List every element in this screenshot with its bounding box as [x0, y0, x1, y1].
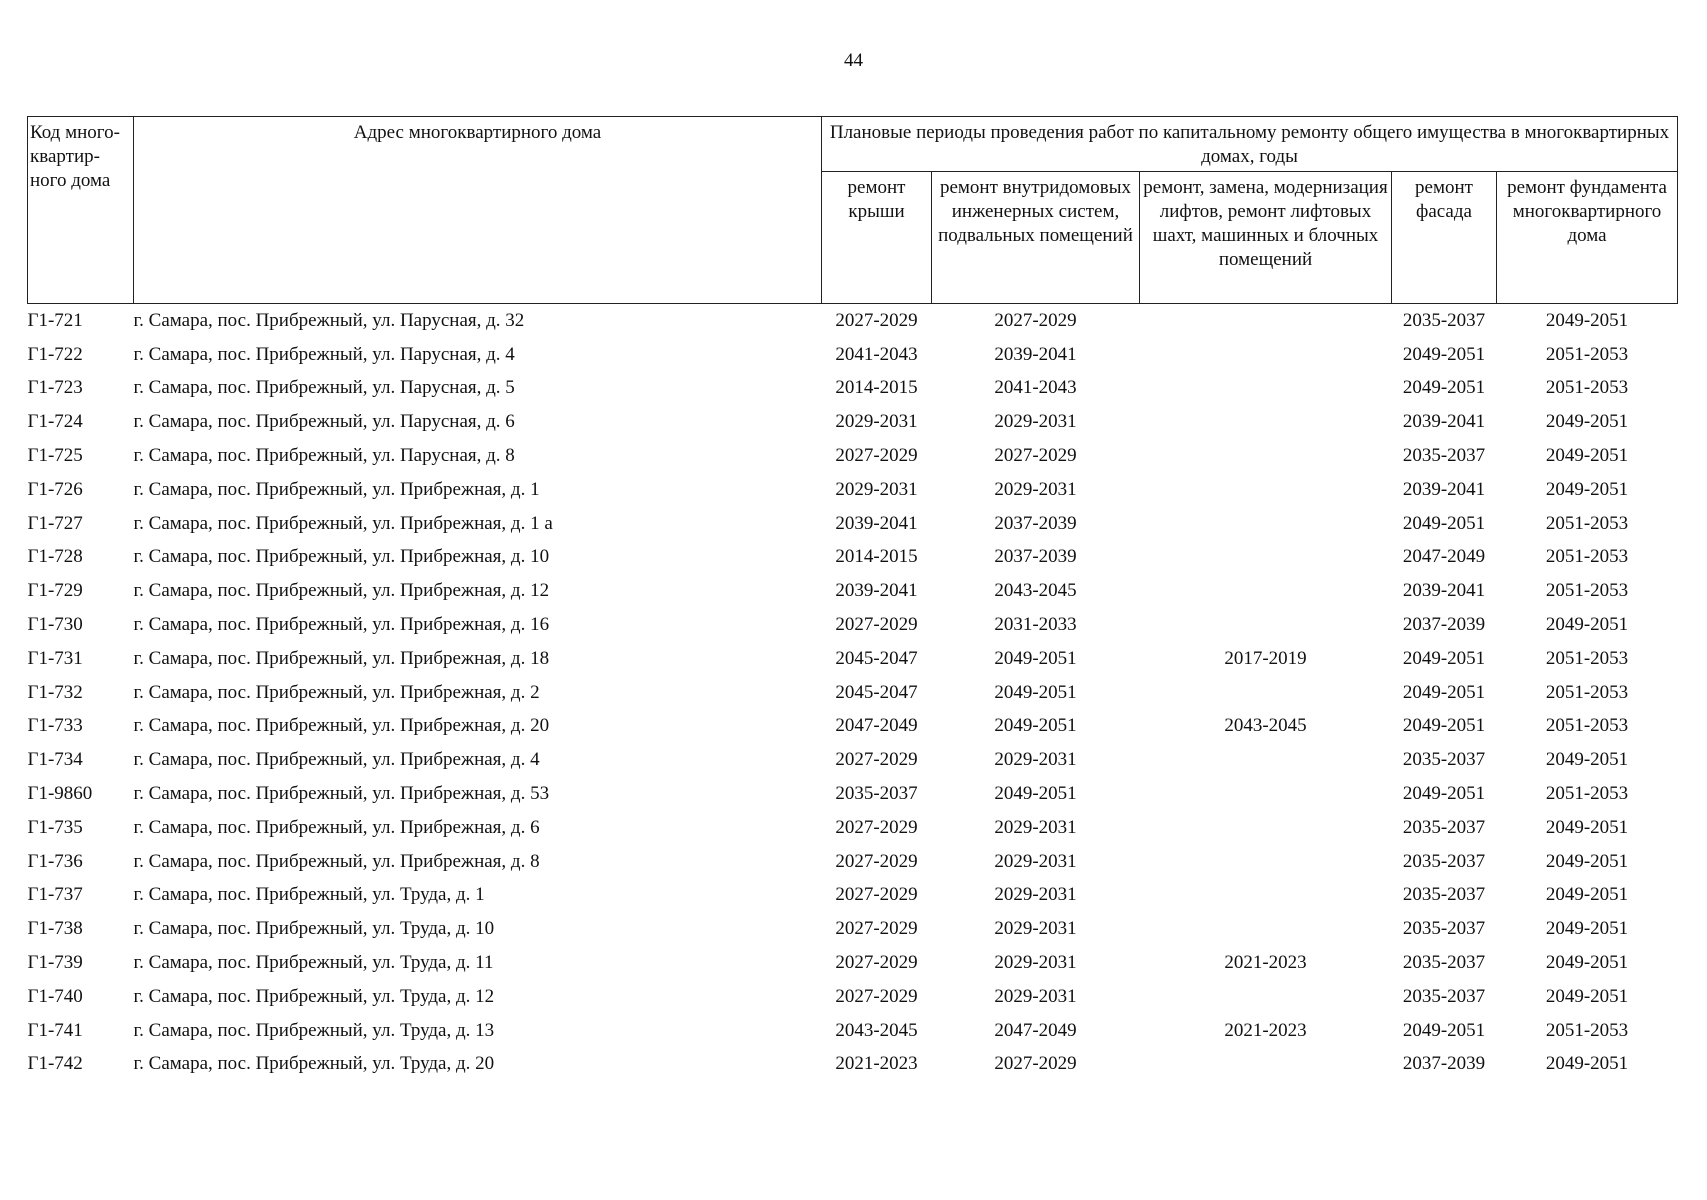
cell-facade: 2035-2037	[1402, 309, 1486, 331]
cell-foundation: 2051-2053	[1545, 681, 1629, 703]
cell-roof: 2014-2015	[835, 377, 918, 399]
table-row	[28, 676, 1678, 710]
cell-lifts	[1140, 574, 1392, 608]
cell-foundation: 2051-2053	[1545, 546, 1629, 568]
cell-facade: 2049-2051	[1402, 783, 1486, 805]
cell-code: Г1-738	[27, 918, 83, 940]
cell-foundation: 2049-2051	[1545, 952, 1629, 974]
table-row	[28, 541, 1678, 575]
cell-roof: 2029-2031	[835, 478, 918, 500]
table-row	[28, 405, 1678, 439]
cell-facade: 2047-2049	[1402, 546, 1486, 568]
cell-code: Г1-736	[27, 850, 83, 872]
cell-facade: 2035-2037	[1402, 952, 1486, 974]
cell-foundation: 2051-2053	[1545, 343, 1629, 365]
cell-code: Г1-739	[27, 952, 83, 974]
header-facade: ремонт фасада	[1392, 172, 1497, 304]
cell-facade: 2049-2051	[1402, 715, 1486, 737]
cell-code: Г1-722	[27, 343, 83, 365]
header-roof: ремонт крыши	[822, 172, 932, 304]
cell-roof: 2027-2029	[835, 985, 918, 1007]
cell-address: г. Самара, пос. Прибрежный, ул. Прибрежная, д. 18	[133, 647, 550, 669]
cell-facade: 2039-2041	[1402, 478, 1486, 500]
cell-systems: 2039-2041	[994, 343, 1077, 365]
cell-code: Г1-727	[27, 512, 83, 534]
table-row	[28, 304, 1678, 338]
cell-roof: 2027-2029	[835, 445, 918, 467]
cell-systems: 2031-2033	[994, 614, 1077, 636]
cell-foundation: 2049-2051	[1545, 1053, 1629, 1075]
table-row	[28, 372, 1678, 406]
cell-facade: 2037-2039	[1402, 614, 1486, 636]
cell-address: г. Самара, пос. Прибрежный, ул. Прибрежная, д. 12	[133, 580, 550, 602]
cell-address: г. Самара, пос. Прибрежный, ул. Прибрежная, д. 2	[133, 681, 540, 703]
cell-facade: 2035-2037	[1402, 985, 1486, 1007]
cell-facade: 2035-2037	[1402, 850, 1486, 872]
cell-code: Г1-741	[27, 1019, 83, 1041]
cell-address: г. Самара, пос. Прибрежный, ул. Труда, д. 10	[133, 918, 495, 940]
cell-facade: 2049-2051	[1402, 512, 1486, 534]
cell-foundation: 2051-2053	[1545, 580, 1629, 602]
cell-lifts	[1140, 980, 1392, 1014]
cell-foundation: 2049-2051	[1545, 850, 1629, 872]
cell-code: Г1-733	[27, 715, 83, 737]
cell-lifts	[1140, 912, 1392, 946]
cell-foundation: 2051-2053	[1545, 1019, 1629, 1041]
cell-systems: 2029-2031	[994, 478, 1077, 500]
cell-facade: 2049-2051	[1402, 1019, 1486, 1041]
cell-foundation: 2049-2051	[1545, 918, 1629, 940]
cell-lifts	[1140, 811, 1392, 845]
table-row	[28, 439, 1678, 473]
cell-roof: 2027-2029	[835, 952, 918, 974]
table-row	[28, 980, 1678, 1014]
cell-roof: 2045-2047	[835, 647, 918, 669]
cell-address: г. Самара, пос. Прибрежный, ул. Труда, д. 1	[133, 884, 485, 906]
cell-lifts	[1140, 473, 1392, 507]
cell-address: г. Самара, пос. Прибрежный, ул. Прибрежная, д. 53	[133, 783, 550, 805]
cell-lifts	[1140, 304, 1392, 338]
cell-facade: 2035-2037	[1402, 918, 1486, 940]
cell-roof: 2027-2029	[835, 918, 918, 940]
cell-systems: 2049-2051	[994, 681, 1077, 703]
cell-foundation: 2049-2051	[1545, 749, 1629, 771]
cell-foundation: 2049-2051	[1545, 309, 1629, 331]
cell-address: г. Самара, пос. Прибрежный, ул. Парусная, д. 32	[133, 309, 525, 331]
cell-foundation: 2051-2053	[1545, 715, 1629, 737]
cell-foundation: 2051-2053	[1545, 377, 1629, 399]
cell-systems: 2037-2039	[994, 512, 1077, 534]
cell-foundation: 2049-2051	[1545, 884, 1629, 906]
cell-facade: 2039-2041	[1402, 580, 1486, 602]
cell-foundation: 2049-2051	[1545, 816, 1629, 838]
cell-roof: 2014-2015	[835, 546, 918, 568]
capital-repair-table	[27, 116, 1678, 1081]
cell-systems: 2029-2031	[994, 918, 1077, 940]
cell-systems: 2043-2045	[994, 580, 1077, 602]
table-row	[28, 608, 1678, 642]
cell-systems: 2029-2031	[994, 816, 1077, 838]
cell-foundation: 2051-2053	[1545, 783, 1629, 805]
cell-roof: 2039-2041	[835, 580, 918, 602]
cell-code: Г1-726	[27, 478, 83, 500]
cell-roof: 2027-2029	[835, 884, 918, 906]
cell-address: г. Самара, пос. Прибрежный, ул. Труда, д. 12	[133, 985, 495, 1007]
cell-lifts	[1140, 879, 1392, 913]
cell-systems: 2029-2031	[994, 749, 1077, 771]
cell-foundation: 2049-2051	[1545, 985, 1629, 1007]
header-periods: Плановые периоды проведения работ по капитальному ремонту общего имущества в многоквартирных домах, годы	[822, 117, 1678, 172]
cell-code: Г1-721	[27, 309, 83, 331]
cell-systems: 2029-2031	[994, 952, 1077, 974]
cell-foundation: 2051-2053	[1545, 512, 1629, 534]
table-row	[28, 642, 1678, 676]
cell-systems: 2049-2051	[994, 783, 1077, 805]
cell-address: г. Самара, пос. Прибрежный, ул. Парусная, д. 8	[133, 445, 515, 467]
cell-roof: 2027-2029	[835, 749, 918, 771]
cell-address: г. Самара, пос. Прибрежный, ул. Прибрежная, д. 16	[133, 614, 550, 636]
table-row	[28, 574, 1678, 608]
cell-systems: 2027-2029	[994, 445, 1077, 467]
cell-lifts	[1140, 1048, 1392, 1082]
cell-roof: 2039-2041	[835, 512, 918, 534]
cell-roof: 2021-2023	[835, 1053, 918, 1075]
table-body	[28, 304, 1678, 1082]
cell-address: г. Самара, пос. Прибрежный, ул. Прибрежная, д. 20	[133, 715, 550, 737]
cell-lifts	[1140, 405, 1392, 439]
cell-lifts	[1140, 338, 1392, 372]
cell-lifts: 2017-2019	[1224, 647, 1307, 669]
cell-code: Г1-731	[27, 647, 83, 669]
cell-systems: 2029-2031	[994, 985, 1077, 1007]
cell-roof: 2027-2029	[835, 816, 918, 838]
cell-systems: 2041-2043	[994, 377, 1077, 399]
header-lifts: ремонт, замена, модернизация лифтов, ремонт лифтовых шахт, машинных и блочных помещений	[1140, 172, 1392, 304]
cell-address: г. Самара, пос. Прибрежный, ул. Труда, д. 11	[133, 952, 494, 974]
table-row	[28, 946, 1678, 980]
cell-code: Г1-734	[27, 749, 83, 771]
table-row	[28, 845, 1678, 879]
cell-code: Г1-735	[27, 816, 83, 838]
cell-code: Г1-732	[27, 681, 83, 703]
cell-code: Г1-725	[27, 445, 83, 467]
table-row	[28, 879, 1678, 913]
cell-foundation: 2049-2051	[1545, 478, 1629, 500]
cell-facade: 2039-2041	[1402, 411, 1486, 433]
cell-facade: 2035-2037	[1402, 749, 1486, 771]
cell-code: Г1-723	[27, 377, 83, 399]
cell-address: г. Самара, пос. Прибрежный, ул. Парусная, д. 6	[133, 411, 515, 433]
cell-roof: 2035-2037	[835, 783, 918, 805]
page-number: 44	[844, 50, 863, 71]
cell-foundation: 2049-2051	[1545, 614, 1629, 636]
header-code: Код много-квартир-ного дома	[28, 117, 134, 304]
cell-lifts	[1140, 507, 1392, 541]
cell-lifts: 2021-2023	[1224, 1019, 1307, 1041]
cell-roof: 2045-2047	[835, 681, 918, 703]
cell-address: г. Самара, пос. Прибрежный, ул. Труда, д. 13	[133, 1019, 495, 1041]
cell-code: Г1-729	[27, 580, 83, 602]
cell-systems: 2029-2031	[994, 411, 1077, 433]
cell-roof: 2041-2043	[835, 343, 918, 365]
header-systems: ремонт внутридомовых инженерных систем, подвальных помещений	[932, 172, 1140, 304]
cell-systems: 2049-2051	[994, 647, 1077, 669]
cell-lifts	[1140, 676, 1392, 710]
cell-facade: 2049-2051	[1402, 377, 1486, 399]
cell-systems: 2049-2051	[994, 715, 1077, 737]
cell-roof: 2029-2031	[835, 411, 918, 433]
cell-facade: 2049-2051	[1402, 647, 1486, 669]
cell-systems: 2029-2031	[994, 884, 1077, 906]
table-row	[28, 338, 1678, 372]
cell-address: г. Самара, пос. Прибрежный, ул. Прибрежная, д. 10	[133, 546, 550, 568]
cell-roof: 2027-2029	[835, 309, 918, 331]
cell-address: г. Самара, пос. Прибрежный, ул. Прибрежная, д. 1 а	[133, 512, 553, 534]
table-row	[28, 743, 1678, 777]
cell-code: Г1-724	[27, 411, 83, 433]
cell-facade: 2035-2037	[1402, 445, 1486, 467]
cell-lifts	[1140, 372, 1392, 406]
cell-code: Г1-728	[27, 546, 83, 568]
table-row	[28, 777, 1678, 811]
cell-systems: 2029-2031	[994, 850, 1077, 872]
cell-code: Г1-740	[27, 985, 83, 1007]
cell-address: г. Самара, пос. Прибрежный, ул. Парусная, д. 5	[133, 377, 515, 399]
cell-roof: 2043-2045	[835, 1019, 918, 1041]
table-header	[28, 117, 1678, 304]
cell-lifts: 2021-2023	[1224, 952, 1307, 974]
cell-address: г. Самара, пос. Прибрежный, ул. Прибрежная, д. 6	[133, 816, 540, 838]
cell-lifts: 2043-2045	[1224, 715, 1307, 737]
table-row	[28, 912, 1678, 946]
cell-address: г. Самара, пос. Прибрежный, ул. Прибрежная, д. 8	[133, 850, 540, 872]
capital-repair-table-wrap	[27, 116, 1677, 1081]
table-row	[28, 811, 1678, 845]
cell-foundation: 2051-2053	[1545, 647, 1629, 669]
cell-address: г. Самара, пос. Прибрежный, ул. Труда, д. 20	[133, 1053, 495, 1075]
cell-lifts	[1140, 608, 1392, 642]
cell-roof: 2027-2029	[835, 614, 918, 636]
cell-lifts	[1140, 439, 1392, 473]
header-foundation: ремонт фундамента многоквартирного дома	[1497, 172, 1678, 304]
cell-systems: 2037-2039	[994, 546, 1077, 568]
cell-address: г. Самара, пос. Прибрежный, ул. Парусная, д. 4	[133, 343, 515, 365]
cell-facade: 2049-2051	[1402, 681, 1486, 703]
cell-code: Г1-9860	[27, 783, 93, 805]
table-row	[28, 1048, 1678, 1082]
table-row	[28, 1014, 1678, 1048]
cell-facade: 2035-2037	[1402, 816, 1486, 838]
cell-address: г. Самара, пос. Прибрежный, ул. Прибрежная, д. 4	[133, 749, 540, 771]
cell-facade: 2049-2051	[1402, 343, 1486, 365]
table-row	[28, 473, 1678, 507]
cell-facade: 2037-2039	[1402, 1053, 1486, 1075]
cell-foundation: 2049-2051	[1545, 445, 1629, 467]
cell-code: Г1-730	[27, 614, 83, 636]
cell-code: Г1-737	[27, 884, 83, 906]
cell-address: г. Самара, пос. Прибрежный, ул. Прибрежная, д. 1	[133, 478, 540, 500]
header-address: Адрес многоквартирного дома	[134, 117, 822, 304]
cell-systems: 2027-2029	[994, 309, 1077, 331]
cell-lifts	[1140, 777, 1392, 811]
table-row	[28, 710, 1678, 744]
cell-systems: 2027-2029	[994, 1053, 1077, 1075]
cell-foundation: 2049-2051	[1545, 411, 1629, 433]
cell-roof: 2027-2029	[835, 850, 918, 872]
cell-lifts	[1140, 743, 1392, 777]
cell-facade: 2035-2037	[1402, 884, 1486, 906]
cell-lifts	[1140, 541, 1392, 575]
cell-systems: 2047-2049	[994, 1019, 1077, 1041]
cell-roof: 2047-2049	[835, 715, 918, 737]
table-row	[28, 507, 1678, 541]
cell-code: Г1-742	[27, 1053, 83, 1075]
cell-lifts	[1140, 845, 1392, 879]
